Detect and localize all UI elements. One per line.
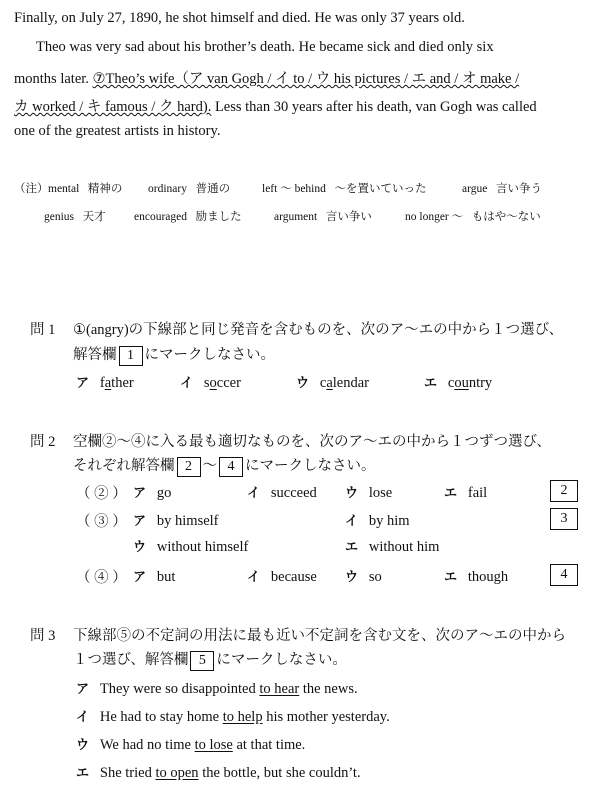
option[interactable]: ア father (76, 375, 134, 391)
option[interactable]: イ He had to stay home to help his mother yesterday. (76, 709, 390, 725)
notes-head: （注） (14, 183, 49, 195)
option[interactable]: ア but (133, 569, 176, 585)
question-label: 問 3 (30, 628, 56, 644)
option[interactable]: ウ lose (345, 485, 393, 501)
passage-line (14, 95, 537, 116)
answer-box: 2 (177, 457, 201, 477)
passage-text: months later. (14, 71, 93, 87)
option[interactable]: イ because (247, 569, 317, 585)
note-item: mental 精神の (48, 183, 123, 195)
question-text: 下線部⑤の不定詞の用法に最も近い不定詞を含む文を、次のア～エの中から (73, 628, 566, 644)
passage-line: one of the greatest artists in history. (14, 123, 221, 139)
option[interactable]: ウ so (345, 569, 382, 585)
option[interactable]: イ soccer (180, 375, 241, 391)
option[interactable]: ウ We had no time to lose at that time. (76, 737, 306, 753)
note-item: encouraged 励ました (134, 211, 242, 223)
answer-box: 5 (190, 651, 214, 671)
question-text: １つ選び、解答欄 5 にマークしなさい。 (73, 648, 347, 671)
question-text: 空欄②～④に入る最も適切なものを、次のア～エの中から１つずつ選び、 (73, 434, 551, 450)
answer-box: 3 (550, 508, 578, 530)
question-label: 問 2 (30, 434, 56, 450)
answer-box: 4 (550, 564, 578, 586)
note-item: genius 天才 (44, 211, 106, 223)
passage-line: Theo was very sad about his brother’s death. He became sick and died only six (36, 39, 494, 55)
question-text: ①(angry)の下線部と同じ発音を含むものを、次のア～エの中から１つ選び、 (73, 322, 564, 338)
option[interactable]: ア by himself (133, 513, 219, 529)
note-item: no longer ～ もはや～ない (405, 211, 541, 223)
note-item: ordinary 普通の (148, 183, 231, 195)
option[interactable]: ウ calendar (296, 375, 369, 391)
answer-box: 1 (119, 346, 143, 366)
option[interactable]: エ fail (444, 485, 488, 501)
option[interactable]: イ succeed (247, 485, 317, 501)
option[interactable]: エ though (444, 569, 509, 585)
answer-box: 2 (550, 480, 578, 502)
blank-label: （ ② ） (76, 486, 127, 502)
question-7-underline: カ worked / キ famous / ク hard). (14, 99, 212, 115)
answer-box: 4 (219, 457, 243, 477)
note-item: argument 言い争い (274, 211, 372, 223)
blank-label: （ ③ ） (76, 514, 127, 530)
question-label: 問 1 (30, 322, 56, 338)
blank-label: （ ④ ） (76, 570, 127, 586)
option[interactable]: ア They were so disappointed to hear the news. (76, 681, 358, 697)
question-7-underline: ⑦Theo’s wife（ア van Gogh / イ to / ウ his pictures / エ and / オ make / (92, 71, 520, 87)
option[interactable]: エ without him (345, 539, 440, 555)
option[interactable]: エ country (424, 375, 493, 391)
note-item: argue 言い争う (462, 183, 542, 195)
passage-line (14, 67, 519, 88)
option[interactable]: ア go (133, 485, 172, 501)
option[interactable]: エ She tried to open the bottle, but she couldn’t. (76, 765, 361, 781)
passage-line: Finally, on July 27, 1890, he shot himself and died. He was only 37 years old. (14, 10, 465, 26)
passage-text: Less than 30 years after his death, van Gogh was called (211, 99, 537, 115)
question-text: それぞれ解答欄 2 ～ 4 にマークしなさい。 (73, 454, 376, 477)
note-item: left ～ behind ～を置いていった (262, 183, 427, 195)
option[interactable]: ウ without himself (133, 539, 249, 555)
option[interactable]: イ by him (345, 513, 410, 529)
question-text: 解答欄 1 にマークしなさい。 (73, 343, 275, 366)
